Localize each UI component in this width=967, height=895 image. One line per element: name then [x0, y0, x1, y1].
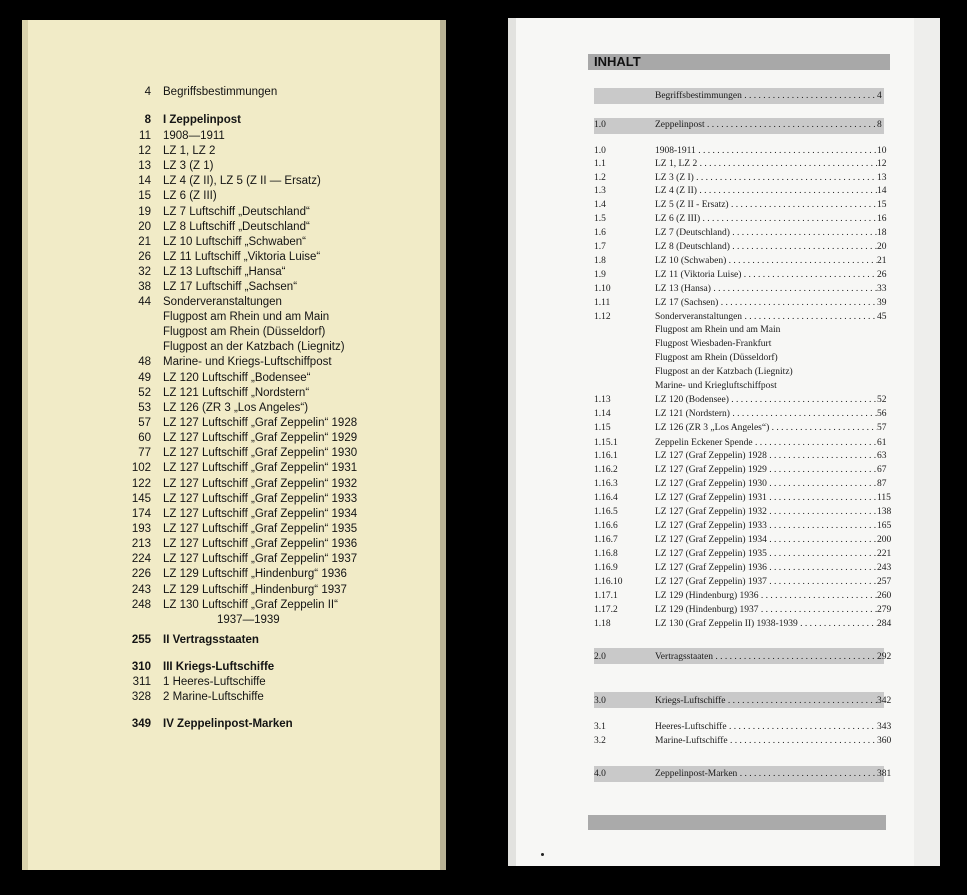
left-toc-entry-text: Flugpost an der Katzbach (Liegnitz) — [163, 341, 345, 353]
right-toc-page-number: 284 — [877, 619, 892, 629]
left-toc-page-number: 60 — [138, 432, 151, 444]
right-toc-page-number: 14 — [877, 186, 887, 196]
left-toc-entry-text: LZ 17 Luftschiff „Sachsen“ — [163, 281, 298, 293]
right-toc-entry-title: LZ 13 (Hansa) . . . — [655, 284, 877, 294]
right-toc-section-number: 1.12 — [594, 312, 611, 322]
left-toc-row — [22, 508, 442, 523]
left-toc-entry-text: LZ 130 Luftschiff „Graf Zeppelin II“ — [163, 599, 338, 611]
right-toc-row — [594, 339, 894, 352]
right-toc-row — [594, 722, 894, 735]
right-toc-section-number: 1.0 — [594, 120, 606, 130]
right-toc-section-number: 3.0 — [594, 696, 606, 706]
left-toc-entry-text: LZ 121 Luftschiff „Nordstern“ — [163, 387, 310, 399]
left-toc-page-number: 11 — [139, 130, 151, 142]
right-toc-row — [594, 186, 894, 199]
right-toc-section-number: 1.16.4 — [594, 493, 618, 503]
right-toc-page-number: 200 — [877, 535, 892, 545]
right-toc-section-number: 4.0 — [594, 769, 606, 779]
right-toc-row — [594, 438, 894, 451]
right-toc-page-number: 381 — [877, 769, 892, 779]
right-toc-page-number: 61 — [877, 438, 887, 448]
left-toc-page-number: 57 — [138, 417, 151, 429]
right-toc-row — [594, 353, 894, 366]
right-toc-entry-title: LZ 4 (Z II) . . . — [655, 186, 877, 196]
right-toc-row — [594, 146, 894, 159]
right-toc-page-number: 67 — [877, 465, 887, 475]
right-toc-section-number: 1.0 — [594, 146, 606, 156]
right-toc-row — [594, 159, 894, 172]
left-toc-page-number: 53 — [138, 402, 151, 414]
right-toc-row — [594, 298, 894, 311]
left-toc-entry-text: LZ 129 Luftschiff „Hindenburg“ 1937 — [163, 584, 347, 596]
right-toc-row — [594, 395, 894, 408]
right-toc-section-number: 1.17.1 — [594, 591, 618, 601]
right-toc-section-number: 1.16.7 — [594, 535, 618, 545]
right-toc-page-number: 165 — [877, 521, 892, 531]
right-toc-page-number: 45 — [877, 312, 887, 322]
left-toc-row — [22, 634, 442, 649]
left-toc-entry-text: Begriffsbestimmungen — [163, 86, 278, 98]
right-toc-page-number: 56 — [877, 409, 887, 419]
left-toc-entry-text: LZ 127 Luftschiff „Graf Zeppelin“ 1928 — [163, 417, 358, 429]
left-toc-page-number: 145 — [131, 493, 151, 505]
right-toc-row — [594, 214, 894, 227]
right-toc-entry-title: LZ 127 (Graf Zeppelin) 1928 . . . — [655, 451, 877, 461]
inhalt-heading: INHALT — [588, 54, 890, 70]
right-toc-row — [594, 479, 894, 492]
right-toc-entry-title: LZ 126 (ZR 3 „Los Angeles“) . . . — [655, 423, 877, 433]
right-toc-row — [594, 423, 894, 436]
right-toc-entry-title: Heeres-Luftschiffe . . . — [655, 722, 877, 732]
left-toc-page-number: 48 — [138, 356, 151, 368]
right-toc-section-number: 1.2 — [594, 173, 606, 183]
right-toc-page-number: 26 — [877, 270, 887, 280]
left-toc-page-number: 226 — [131, 568, 151, 580]
right-toc-page-number: 243 — [877, 563, 892, 573]
right-toc-section-number: 1.15 — [594, 423, 611, 433]
right-toc-entry-title: LZ 7 (Deutschland) . . . — [655, 228, 877, 238]
left-toc-entry-text: 1937—1939 — [217, 614, 280, 626]
left-book-edge — [440, 20, 446, 870]
right-toc-row — [594, 493, 894, 506]
left-toc-row — [22, 311, 442, 326]
left-book-toc-page — [22, 20, 442, 870]
left-toc-entry-text: III Kriegs-Luftschiffe — [163, 661, 275, 673]
right-toc-page-number: 15 — [877, 200, 887, 210]
right-toc-entry-title: LZ 127 (Graf Zeppelin) 1934 . . . — [655, 535, 877, 545]
left-toc-row — [22, 614, 442, 629]
right-toc-entry-title: LZ 130 (Graf Zeppelin II) 1938-1939 . . . — [655, 619, 877, 629]
right-toc-row — [594, 270, 894, 283]
right-toc-entry-title: LZ 127 (Graf Zeppelin) 1931 . . . — [655, 493, 877, 503]
left-toc-row — [22, 130, 442, 145]
right-toc-page-number: 13 — [877, 173, 887, 183]
left-toc-entry-text: LZ 127 Luftschiff „Graf Zeppelin“ 1935 — [163, 523, 358, 535]
right-toc-page-number: 18 — [877, 228, 887, 238]
right-toc-row — [594, 535, 894, 548]
right-toc-page-number: 39 — [877, 298, 887, 308]
left-toc-row — [22, 387, 442, 402]
right-toc-page-number: 10 — [877, 146, 887, 156]
right-toc-section-number: 1.17.2 — [594, 605, 618, 615]
left-toc-row — [22, 160, 442, 175]
right-toc-entry-title: Flugpost am Rhein und am Main — [655, 325, 781, 335]
left-toc-row — [22, 190, 442, 205]
right-toc-row — [594, 521, 894, 534]
bottom-rule-bar — [588, 815, 886, 830]
right-toc-page-number: 343 — [877, 722, 892, 732]
left-toc-page-number: 311 — [132, 676, 151, 688]
right-toc-entry-title: LZ 127 (Graf Zeppelin) 1935 . . . — [655, 549, 877, 559]
left-toc-row — [22, 251, 442, 266]
right-toc-section-number: 3.1 — [594, 722, 606, 732]
right-toc-page-number: 342 — [877, 696, 892, 706]
left-toc-row — [22, 266, 442, 281]
left-toc-entry-text: LZ 127 Luftschiff „Graf Zeppelin“ 1937 — [163, 553, 358, 565]
right-toc-row — [594, 591, 894, 604]
right-book-binding-edge — [508, 18, 516, 866]
right-toc-page-number: 21 — [877, 256, 887, 266]
right-toc-page-number: 57 — [877, 423, 887, 433]
left-toc-entry-text: LZ 11 Luftschiff „Viktoria Luise“ — [163, 251, 321, 263]
right-toc-section-number: 1.10 — [594, 284, 611, 294]
right-toc-page-number: 16 — [877, 214, 887, 224]
left-toc-row — [22, 432, 442, 447]
right-toc-entry-title: Zeppelinpost . . . — [655, 120, 877, 130]
right-toc-page-number: 115 — [877, 493, 891, 503]
right-toc-section-number: 1.16.1 — [594, 451, 618, 461]
left-toc-row — [22, 447, 442, 462]
right-toc-entry-title: LZ 129 (Hindenburg) 1937 . . . — [655, 605, 877, 615]
right-toc-row — [594, 120, 894, 133]
left-toc-entry-text: LZ 3 (Z 1) — [163, 160, 214, 172]
right-toc-row — [594, 652, 894, 665]
left-toc-row — [22, 372, 442, 387]
left-toc-entry-text: I Zeppelinpost — [163, 114, 241, 126]
left-toc-entry-text: LZ 13 Luftschiff „Hansa“ — [163, 266, 286, 278]
left-toc-row — [22, 402, 442, 417]
left-toc-row — [22, 523, 442, 538]
right-toc-entry-title: Zeppelinpost-Marken . . . — [655, 769, 877, 779]
right-toc-page-number: 33 — [877, 284, 887, 294]
right-toc-row — [594, 173, 894, 186]
right-toc-section-number: 1.16.6 — [594, 521, 618, 531]
left-toc-page-number: 19 — [138, 206, 151, 218]
left-toc-entry-text: LZ 7 Luftschiff „Deutschland“ — [163, 206, 310, 218]
left-toc-entry-text: 1908—1911 — [163, 130, 225, 142]
left-toc-row — [22, 568, 442, 583]
right-toc-entry-title: LZ 1, LZ 2 . . . — [655, 159, 877, 169]
right-toc-entry-title: Flugpost an der Katzbach (Liegnitz) — [655, 367, 793, 377]
right-toc-entry-title: Marine- und Kriegluftschiffpost — [655, 381, 777, 391]
left-toc-row — [22, 584, 442, 599]
left-toc-entry-text: LZ 8 Luftschiff „Deutschland“ — [163, 221, 310, 233]
right-toc-row — [594, 507, 894, 520]
right-toc-row — [594, 381, 894, 394]
left-toc-page-number: 49 — [138, 372, 151, 384]
right-toc-section-number: 1.6 — [594, 228, 606, 238]
speck-mark — [541, 853, 544, 856]
left-toc-row — [22, 718, 442, 733]
right-toc-entry-title: LZ 3 (Z I) . . . — [655, 173, 877, 183]
left-toc-row — [22, 553, 442, 568]
right-toc-entry-title: Begriffsbestimmungen . . . — [655, 91, 877, 101]
left-toc-page-number: 122 — [131, 478, 151, 490]
right-toc-row — [594, 284, 894, 297]
right-toc-row — [594, 465, 894, 478]
left-toc-entry-text: LZ 10 Luftschiff „Schwaben“ — [163, 236, 306, 248]
right-toc-section-number: 1.16.8 — [594, 549, 618, 559]
left-toc-page-number: 13 — [138, 160, 151, 172]
right-toc-page-number: 279 — [877, 605, 892, 615]
left-toc-entry-text: LZ 127 Luftschiff „Graf Zeppelin“ 1931 — [163, 462, 358, 474]
right-toc-page-number: 87 — [877, 479, 887, 489]
left-toc-entry-text: LZ 6 (Z III) — [163, 190, 217, 202]
left-toc-entry-text: LZ 4 (Z II), LZ 5 (Z II — Ersatz) — [163, 175, 321, 187]
left-toc-row — [22, 206, 442, 221]
right-toc-page-number: 4 — [877, 91, 882, 101]
left-toc-row — [22, 462, 442, 477]
right-toc-row — [594, 367, 894, 380]
right-toc-section-number: 1.15.1 — [594, 438, 618, 448]
right-toc-entry-title: Flugpost am Rhein (Düsseldorf) — [655, 353, 778, 363]
left-toc-row — [22, 691, 442, 706]
right-toc-page-number: 12 — [877, 159, 887, 169]
left-toc-row — [22, 599, 442, 614]
left-toc-page-number: 224 — [131, 553, 151, 565]
right-toc-entry-title: LZ 10 (Schwaben) . . . — [655, 256, 877, 266]
right-toc-entry-title: Flugpost Wiesbaden-Frankfurt — [655, 339, 772, 349]
left-toc-row — [22, 175, 442, 190]
right-toc-page-number: 8 — [877, 120, 882, 130]
right-toc-section-number: 1.8 — [594, 256, 606, 266]
left-toc-entry-text: LZ 127 Luftschiff „Graf Zeppelin“ 1930 — [163, 447, 358, 459]
right-toc-entry-title: Vertragsstaaten . . . — [655, 652, 877, 662]
left-toc-entry-text: II Vertragsstaaten — [163, 634, 259, 646]
left-toc-page-number: 8 — [144, 114, 151, 126]
right-toc-section-number: 1.16.3 — [594, 479, 618, 489]
right-toc-page-number: 360 — [877, 736, 892, 746]
right-toc-row — [594, 451, 894, 464]
right-toc-row — [594, 605, 894, 618]
left-toc-entry-text: Flugpost am Rhein (Düsseldorf) — [163, 326, 326, 338]
right-toc-entry-title: Zeppelin Eckener Spende . . . — [655, 438, 877, 448]
right-toc-entry-title: LZ 120 (Bodensee) . . . — [655, 395, 877, 405]
left-toc-row — [22, 326, 442, 341]
left-toc-entry-text: LZ 129 Luftschiff „Hindenburg“ 1936 — [163, 568, 347, 580]
right-toc-row — [594, 549, 894, 562]
right-toc-page-number: 63 — [877, 451, 887, 461]
right-toc-page-number: 20 — [877, 242, 887, 252]
left-toc-entry-text: Sonderveranstaltungen — [163, 296, 282, 308]
right-toc-row — [594, 228, 894, 241]
right-toc-section-number: 1.18 — [594, 619, 611, 629]
right-toc-entry-title: LZ 127 (Graf Zeppelin) 1932 . . . — [655, 507, 877, 517]
left-toc-page-number: 15 — [138, 190, 151, 202]
left-toc-row — [22, 478, 442, 493]
right-toc-entry-title: LZ 5 (Z II - Ersatz) . . . — [655, 200, 877, 210]
right-toc-entry-title: LZ 127 (Graf Zeppelin) 1936 . . . — [655, 563, 877, 573]
left-toc-row — [22, 676, 442, 691]
left-toc-row — [22, 145, 442, 160]
right-toc-section-number: 1.4 — [594, 200, 606, 210]
right-toc-section-number: 1.9 — [594, 270, 606, 280]
right-toc-page-number: 260 — [877, 591, 892, 601]
right-toc-page-number: 52 — [877, 395, 887, 405]
left-toc-page-number: 52 — [138, 387, 151, 399]
left-toc-entry-text: LZ 127 Luftschiff „Graf Zeppelin“ 1933 — [163, 493, 358, 505]
left-toc-row — [22, 341, 442, 356]
right-toc-page-number: 257 — [877, 577, 892, 587]
left-toc-entry-text: Flugpost am Rhein und am Main — [163, 311, 330, 323]
left-toc-page-number: 349 — [131, 718, 151, 730]
right-toc-row — [594, 696, 894, 709]
left-toc-page-number: 4 — [144, 86, 151, 98]
right-toc-section-number: 1.16.10 — [594, 577, 623, 587]
right-toc-row — [594, 563, 894, 576]
left-toc-entry-text: LZ 127 Luftschiff „Graf Zeppelin“ 1936 — [163, 538, 358, 550]
right-toc-row — [594, 619, 894, 632]
right-toc-section-number: 1.5 — [594, 214, 606, 224]
left-toc-row — [22, 538, 442, 553]
left-toc-row — [22, 493, 442, 508]
left-toc-row — [22, 296, 442, 311]
right-toc-section-number: 1.16.5 — [594, 507, 618, 517]
right-toc-section-number: 1.14 — [594, 409, 611, 419]
right-toc-section-number: 1.13 — [594, 395, 611, 405]
left-toc-entry-text: Marine- und Kriegs-Luftschiffpost — [163, 356, 332, 368]
right-toc-row — [594, 256, 894, 269]
right-toc-section-number: 2.0 — [594, 652, 606, 662]
right-toc-entry-title: LZ 127 (Graf Zeppelin) 1933 . . . — [655, 521, 877, 531]
left-toc-entry-text: LZ 126 (ZR 3 „Los Angeles“) — [163, 402, 309, 414]
right-toc-entry-title: Kriegs-Luftschiffe . . . — [655, 696, 877, 706]
left-toc-row — [22, 236, 442, 251]
right-toc-entry-title: LZ 17 (Sachsen) . . . — [655, 298, 877, 308]
right-toc-row — [594, 736, 894, 749]
right-toc-row — [594, 577, 894, 590]
left-toc-page-number: 248 — [131, 599, 151, 611]
right-toc-section-number: 1.1 — [594, 159, 606, 169]
left-toc-page-number: 213 — [131, 538, 151, 550]
left-toc-page-number: 102 — [131, 462, 151, 474]
left-toc-row — [22, 114, 442, 129]
right-toc-row — [594, 312, 894, 325]
left-toc-page-number: 328 — [131, 691, 151, 703]
right-toc-entry-title: 1908-1911 . . . — [655, 146, 877, 156]
left-toc-entry-text: 1 Heeres-Luftschiffe — [163, 676, 266, 688]
right-toc-entry-title: LZ 8 (Deutschland) . . . — [655, 242, 877, 252]
left-toc-entry-text: LZ 127 Luftschiff „Graf Zeppelin“ 1932 — [163, 478, 358, 490]
left-toc-row — [22, 86, 442, 101]
right-toc-row — [594, 200, 894, 213]
left-toc-page-number: 38 — [138, 281, 151, 293]
right-toc-section-number: 3.2 — [594, 736, 606, 746]
right-toc-entry-title: Sonderveranstaltungen . . . — [655, 312, 877, 322]
left-toc-row — [22, 417, 442, 432]
left-toc-page-number: 14 — [138, 175, 151, 187]
left-toc-entry-text: IV Zeppelinpost-Marken — [163, 718, 293, 730]
left-toc-page-number: 21 — [138, 236, 151, 248]
left-toc-entry-text: LZ 120 Luftschiff „Bodensee“ — [163, 372, 311, 384]
left-toc-entry-text: LZ 1, LZ 2 — [163, 145, 216, 157]
right-toc-row — [594, 409, 894, 422]
left-toc-entry-text: LZ 127 Luftschiff „Graf Zeppelin“ 1934 — [163, 508, 358, 520]
right-toc-section-number: 1.16.2 — [594, 465, 618, 475]
right-toc-entry-title: LZ 6 (Z III) . . . — [655, 214, 877, 224]
right-toc-entry-title: LZ 121 (Nordstern) . . . — [655, 409, 877, 419]
right-toc-section-number: 1.16.9 — [594, 563, 618, 573]
right-toc-entry-title: LZ 129 (Hindenburg) 1936 . . . — [655, 591, 877, 601]
left-toc-page-number: 174 — [131, 508, 151, 520]
right-toc-entry-title: Marine-Luftschiffe . . . — [655, 736, 877, 746]
right-toc-entry-title: LZ 127 (Graf Zeppelin) 1929 . . . — [655, 465, 877, 475]
right-toc-entry-title: LZ 127 (Graf Zeppelin) 1930 . . . — [655, 479, 877, 489]
left-toc-row — [22, 661, 442, 676]
right-toc-row — [594, 91, 894, 104]
right-toc-section-number: 1.3 — [594, 186, 606, 196]
right-toc-page-number: 221 — [877, 549, 892, 559]
right-toc-section-number: 1.7 — [594, 242, 606, 252]
left-toc-page-number: 243 — [131, 584, 151, 596]
left-toc-page-number: 310 — [131, 661, 151, 673]
left-toc-entry-text: 2 Marine-Luftschiffe — [163, 691, 264, 703]
right-toc-page-number: 138 — [877, 507, 892, 517]
left-toc-page-number: 12 — [138, 145, 151, 157]
left-toc-page-number: 193 — [131, 523, 151, 535]
right-toc-entry-title: LZ 11 (Viktoria Luise) . . . — [655, 270, 877, 280]
left-toc-page-number: 32 — [138, 266, 151, 278]
left-toc-page-number: 77 — [138, 447, 151, 459]
left-toc-page-number: 255 — [131, 634, 151, 646]
left-toc-page-number: 20 — [138, 221, 151, 233]
left-toc-row — [22, 221, 442, 236]
right-toc-row — [594, 242, 894, 255]
right-toc-row — [594, 325, 894, 338]
left-toc-row — [22, 281, 442, 296]
left-toc-page-number: 44 — [138, 296, 151, 308]
left-toc-entry-text: LZ 127 Luftschiff „Graf Zeppelin“ 1929 — [163, 432, 358, 444]
right-toc-page-number: 292 — [877, 652, 892, 662]
right-toc-row — [594, 769, 894, 782]
left-toc-row — [22, 356, 442, 371]
right-toc-entry-title: LZ 127 (Graf Zeppelin) 1937 . . . — [655, 577, 877, 587]
left-toc-page-number: 26 — [138, 251, 151, 263]
right-toc-section-number: 1.11 — [594, 298, 611, 308]
right-book-page-edge — [914, 18, 940, 866]
